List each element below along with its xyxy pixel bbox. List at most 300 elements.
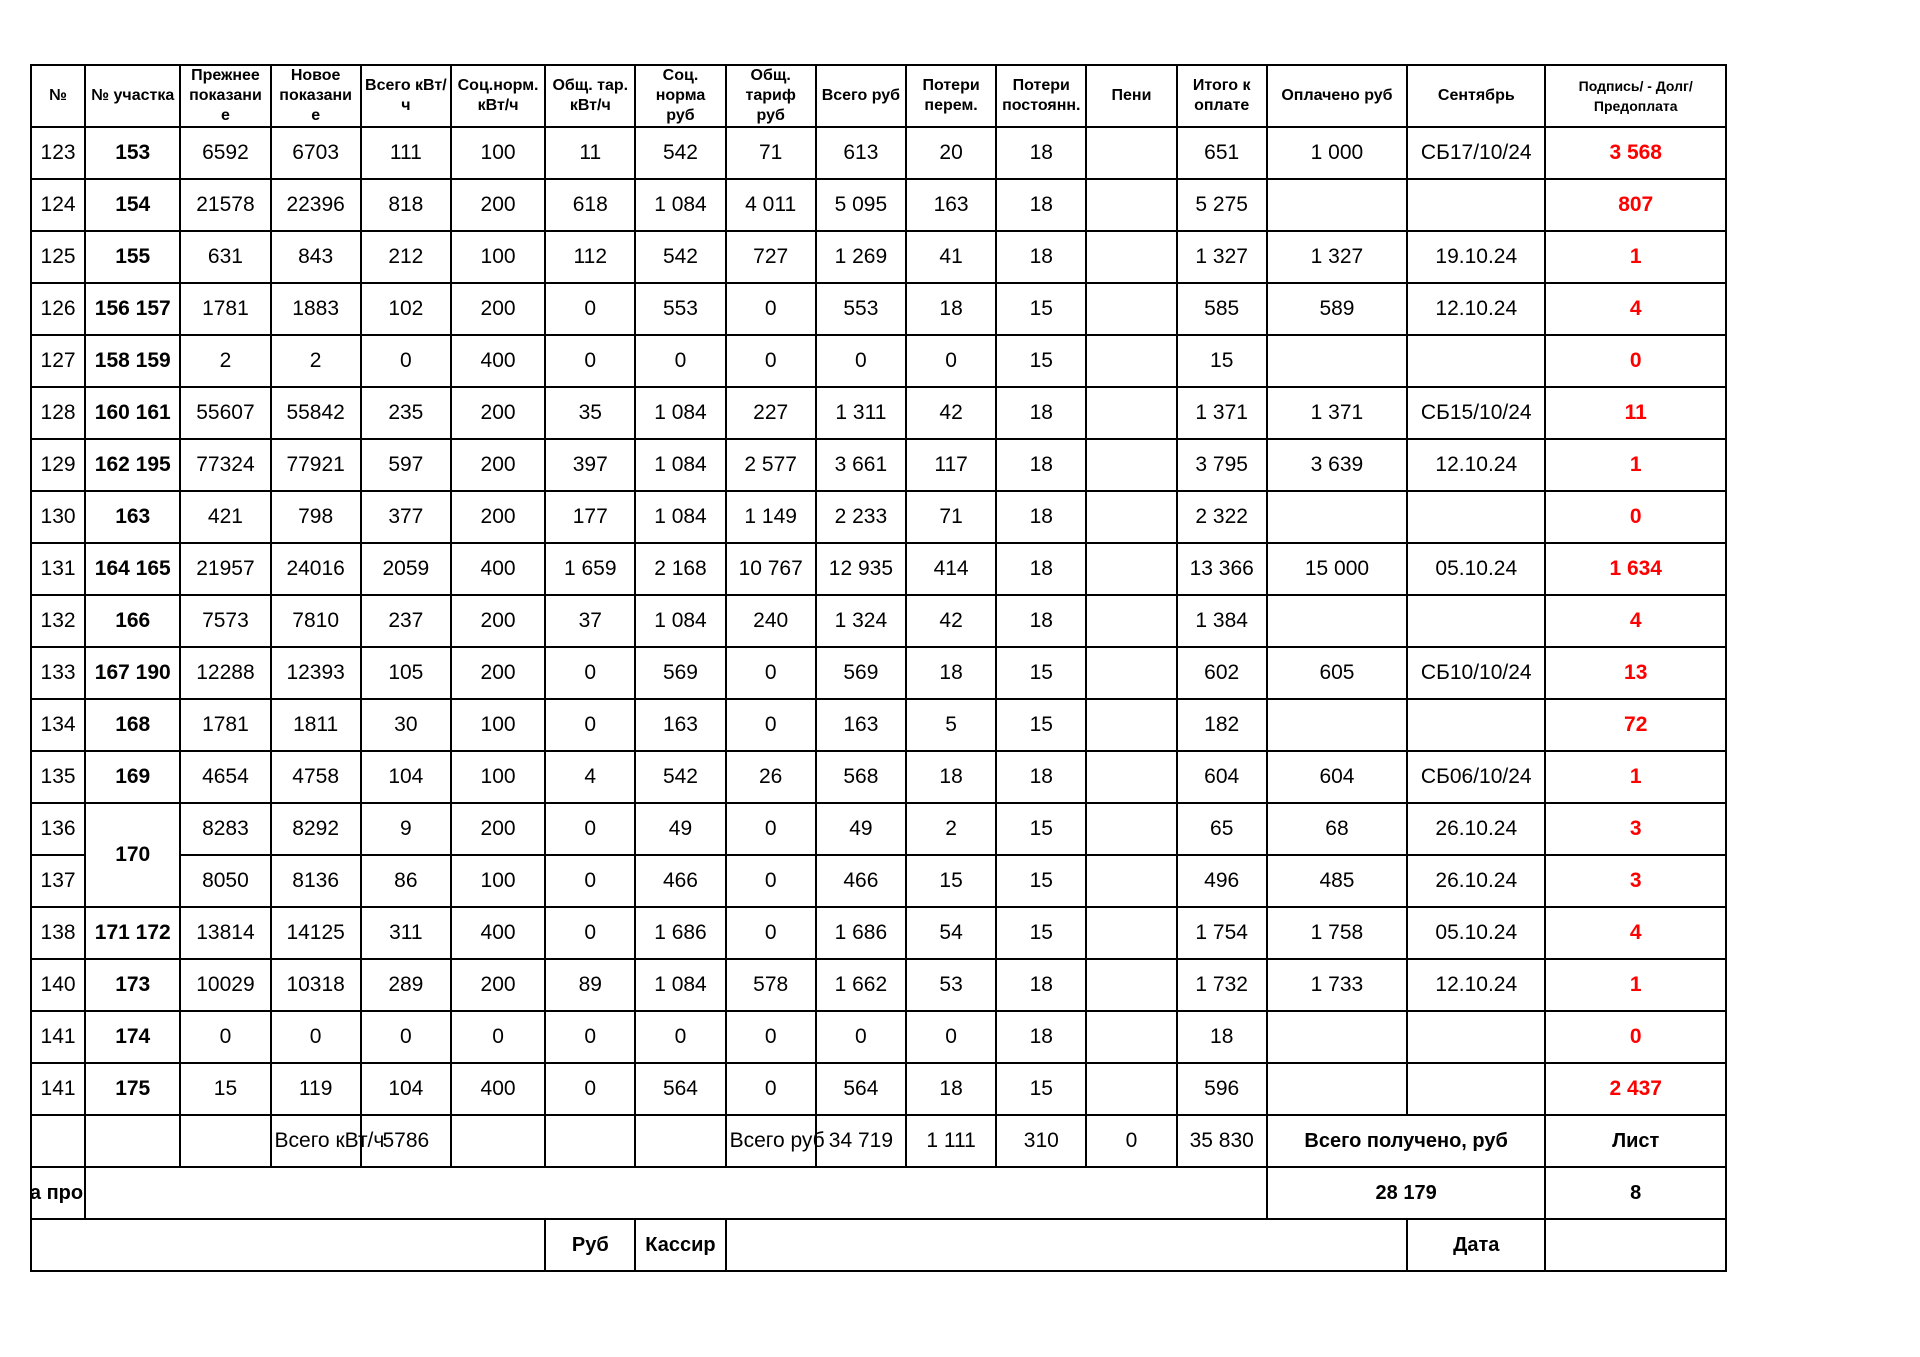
sheet-label: Лист [1545, 1115, 1726, 1167]
payment-date: СБ10/10/24 [1407, 647, 1545, 699]
common-tariff-rub: 578 [726, 959, 816, 1011]
payment-date [1407, 1063, 1545, 1115]
common-tariff-rub: 0 [726, 907, 816, 959]
common-tariff-kwh: 0 [545, 1011, 635, 1063]
total-kwh: 377 [361, 491, 451, 543]
prev-reading: 7573 [180, 595, 270, 647]
plot-number: 167 190 [85, 647, 180, 699]
loss-var: 163 [906, 179, 996, 231]
totals-kwh-label: Всего кВт/ч [271, 1115, 361, 1167]
balance: 1 [1545, 751, 1726, 803]
common-tariff-kwh: 618 [545, 179, 635, 231]
table-row [31, 1063, 1726, 1115]
penalty [1086, 699, 1176, 751]
loss-const: 18 [996, 1011, 1086, 1063]
common-tariff-rub: 0 [726, 283, 816, 335]
new-reading: 24016 [271, 543, 361, 595]
paid [1267, 1011, 1407, 1063]
common-tariff-rub: 227 [726, 387, 816, 439]
common-tariff-kwh: 37 [545, 595, 635, 647]
to-pay: 602 [1177, 647, 1267, 699]
plot-number: 154 [85, 179, 180, 231]
payment-date [1407, 699, 1545, 751]
plot-number: 163 [85, 491, 180, 543]
balance: 3 [1545, 855, 1726, 907]
paid [1267, 179, 1407, 231]
balance: 1 [1545, 439, 1726, 491]
soc-norm-kwh: 200 [451, 595, 545, 647]
row-num: 128 [31, 387, 85, 439]
header-row [31, 65, 1726, 127]
row-num: 137 [31, 855, 85, 907]
totals-total-rub: 34 719 [816, 1115, 906, 1167]
totals-loss-var: 1 111 [906, 1115, 996, 1167]
common-tariff-kwh: 397 [545, 439, 635, 491]
row-num: 126 [31, 283, 85, 335]
soc-norm-rub: 2 168 [635, 543, 725, 595]
total-rub: 568 [816, 751, 906, 803]
soc-norm-rub: 163 [635, 699, 725, 751]
loss-var: 18 [906, 647, 996, 699]
penalty [1086, 283, 1176, 335]
total-kwh: 235 [361, 387, 451, 439]
header-penalty: Пени [1086, 65, 1176, 127]
paid: 604 [1267, 751, 1407, 803]
paid [1267, 595, 1407, 647]
to-pay: 15 [1177, 335, 1267, 387]
table-row [31, 907, 1726, 959]
soc-norm-kwh: 100 [451, 231, 545, 283]
total-rub: 553 [816, 283, 906, 335]
loss-var: 54 [906, 907, 996, 959]
paid: 3 639 [1267, 439, 1407, 491]
plot-number: 173 [85, 959, 180, 1011]
payment-date: 26.10.24 [1407, 855, 1545, 907]
table-row [31, 959, 1726, 1011]
row-num: 135 [31, 751, 85, 803]
total-kwh: 0 [361, 335, 451, 387]
header-prev-reading: Прежнее показани е [180, 65, 270, 127]
loss-const: 15 [996, 907, 1086, 959]
soc-norm-rub: 0 [635, 335, 725, 387]
prev-reading: 13814 [180, 907, 270, 959]
to-pay: 1 327 [1177, 231, 1267, 283]
totals-blank [180, 1115, 270, 1167]
soc-norm-rub: 1 084 [635, 387, 725, 439]
soc-norm-kwh: 400 [451, 907, 545, 959]
loss-var: 414 [906, 543, 996, 595]
soc-norm-kwh: 100 [451, 127, 545, 179]
prev-reading: 55607 [180, 387, 270, 439]
header-total-kwh: Всего кВт/ч [361, 65, 451, 127]
common-tariff-rub: 10 767 [726, 543, 816, 595]
sheet-value: 8 [1545, 1167, 1726, 1219]
totals-to-pay: 35 830 [1177, 1115, 1267, 1167]
common-tariff-rub: 0 [726, 1063, 816, 1115]
soc-norm-rub: 542 [635, 127, 725, 179]
prev-reading: 10029 [180, 959, 270, 1011]
table-row [31, 803, 1726, 855]
penalty [1086, 595, 1176, 647]
plot-number: 168 [85, 699, 180, 751]
loss-const: 15 [996, 855, 1086, 907]
soc-norm-rub: 542 [635, 751, 725, 803]
soc-norm-rub: 564 [635, 1063, 725, 1115]
loss-var: 0 [906, 335, 996, 387]
common-tariff-kwh: 0 [545, 855, 635, 907]
loss-var: 53 [906, 959, 996, 1011]
cashier-label: Кассир [635, 1219, 725, 1271]
penalty [1086, 491, 1176, 543]
penalty [1086, 751, 1176, 803]
total-kwh: 289 [361, 959, 451, 1011]
table-row [31, 595, 1726, 647]
total-rub: 1 662 [816, 959, 906, 1011]
to-pay: 1 371 [1177, 387, 1267, 439]
ledger-body [31, 127, 1726, 1115]
total-rub: 0 [816, 1011, 906, 1063]
prev-reading: 8050 [180, 855, 270, 907]
to-pay: 3 795 [1177, 439, 1267, 491]
table-row [31, 127, 1726, 179]
prev-reading: 77324 [180, 439, 270, 491]
new-reading: 8292 [271, 803, 361, 855]
header-soc-norm-rub: Соц. норма руб [635, 65, 725, 127]
soc-norm-kwh: 100 [451, 855, 545, 907]
plot-number: 160 161 [85, 387, 180, 439]
soc-norm-rub: 49 [635, 803, 725, 855]
paid [1267, 491, 1407, 543]
totals-penalty: 0 [1086, 1115, 1176, 1167]
total-kwh: 9 [361, 803, 451, 855]
prev-reading: 15 [180, 1063, 270, 1115]
loss-const: 15 [996, 283, 1086, 335]
common-tariff-kwh: 112 [545, 231, 635, 283]
total-kwh: 212 [361, 231, 451, 283]
loss-const: 18 [996, 439, 1086, 491]
row-num: 133 [31, 647, 85, 699]
prev-reading: 631 [180, 231, 270, 283]
new-reading: 6703 [271, 127, 361, 179]
totals-blank [451, 1115, 545, 1167]
total-rub: 2 233 [816, 491, 906, 543]
soc-norm-kwh: 400 [451, 1063, 545, 1115]
payment-date: СБ15/10/24 [1407, 387, 1545, 439]
totals-blank [545, 1115, 635, 1167]
new-reading: 1811 [271, 699, 361, 751]
loss-const: 18 [996, 751, 1086, 803]
new-reading: 10318 [271, 959, 361, 1011]
summary-row [31, 1167, 1726, 1219]
payment-date: 05.10.24 [1407, 543, 1545, 595]
common-tariff-rub: 26 [726, 751, 816, 803]
row-num: 131 [31, 543, 85, 595]
table-row [31, 231, 1726, 283]
common-tariff-kwh: 0 [545, 335, 635, 387]
table-row [31, 179, 1726, 231]
new-reading: 1883 [271, 283, 361, 335]
header-plot: № участка [85, 65, 180, 127]
loss-var: 15 [906, 855, 996, 907]
balance: 3 568 [1545, 127, 1726, 179]
common-tariff-kwh: 0 [545, 699, 635, 751]
loss-const: 18 [996, 387, 1086, 439]
paid: 485 [1267, 855, 1407, 907]
common-tariff-rub: 240 [726, 595, 816, 647]
total-rub: 1 324 [816, 595, 906, 647]
total-kwh: 311 [361, 907, 451, 959]
total-kwh: 237 [361, 595, 451, 647]
soc-norm-rub: 553 [635, 283, 725, 335]
balance: 2 437 [1545, 1063, 1726, 1115]
total-rub: 49 [816, 803, 906, 855]
balance: 807 [1545, 179, 1726, 231]
soc-norm-kwh: 100 [451, 699, 545, 751]
total-rub: 0 [816, 335, 906, 387]
payment-date [1407, 595, 1545, 647]
loss-var: 18 [906, 751, 996, 803]
common-tariff-kwh: 0 [545, 283, 635, 335]
balance: 11 [1545, 387, 1726, 439]
loss-const: 18 [996, 491, 1086, 543]
loss-var: 18 [906, 283, 996, 335]
penalty [1086, 543, 1176, 595]
plot-number: 158 159 [85, 335, 180, 387]
common-tariff-kwh: 0 [545, 803, 635, 855]
total-rub: 1 686 [816, 907, 906, 959]
to-pay: 1 384 [1177, 595, 1267, 647]
loss-const: 15 [996, 699, 1086, 751]
paid: 1 371 [1267, 387, 1407, 439]
prev-reading: 4654 [180, 751, 270, 803]
soc-norm-kwh: 400 [451, 335, 545, 387]
row-num: 141 [31, 1011, 85, 1063]
prev-reading: 0 [180, 1011, 270, 1063]
total-rub: 163 [816, 699, 906, 751]
row-num: 125 [31, 231, 85, 283]
total-rub: 1 269 [816, 231, 906, 283]
header-num: № [31, 65, 85, 127]
to-pay: 596 [1177, 1063, 1267, 1115]
table-row [31, 699, 1726, 751]
total-kwh: 2059 [361, 543, 451, 595]
total-kwh: 105 [361, 647, 451, 699]
balance: 3 [1545, 803, 1726, 855]
soc-norm-rub: 542 [635, 231, 725, 283]
common-tariff-rub: 0 [726, 1011, 816, 1063]
table-row [31, 647, 1726, 699]
common-tariff-kwh: 35 [545, 387, 635, 439]
total-received-value: 28 179 [1267, 1167, 1546, 1219]
table-row [31, 1011, 1726, 1063]
paid: 1 327 [1267, 231, 1407, 283]
to-pay: 496 [1177, 855, 1267, 907]
loss-var: 71 [906, 491, 996, 543]
plot-number: 164 165 [85, 543, 180, 595]
soc-norm-kwh: 200 [451, 179, 545, 231]
row-num: 123 [31, 127, 85, 179]
new-reading: 14125 [271, 907, 361, 959]
prev-reading: 21578 [180, 179, 270, 231]
common-tariff-rub: 0 [726, 699, 816, 751]
electricity-ledger-table [30, 64, 1727, 1272]
paid: 1 733 [1267, 959, 1407, 1011]
common-tariff-rub: 0 [726, 647, 816, 699]
row-num: 138 [31, 907, 85, 959]
total-rub: 3 661 [816, 439, 906, 491]
new-reading: 77921 [271, 439, 361, 491]
signature-blank [31, 1219, 545, 1271]
totals-blank [85, 1115, 180, 1167]
balance: 72 [1545, 699, 1726, 751]
common-tariff-rub: 0 [726, 335, 816, 387]
penalty [1086, 907, 1176, 959]
loss-var: 42 [906, 595, 996, 647]
balance: 0 [1545, 1011, 1726, 1063]
payment-date [1407, 335, 1545, 387]
row-num: 124 [31, 179, 85, 231]
new-reading: 119 [271, 1063, 361, 1115]
common-tariff-rub: 0 [726, 855, 816, 907]
penalty [1086, 959, 1176, 1011]
table-row [31, 387, 1726, 439]
new-reading: 55842 [271, 387, 361, 439]
loss-var: 41 [906, 231, 996, 283]
table-row [31, 335, 1726, 387]
loss-var: 18 [906, 1063, 996, 1115]
penalty [1086, 647, 1176, 699]
balance: 4 [1545, 595, 1726, 647]
loss-const: 18 [996, 179, 1086, 231]
table-row [31, 283, 1726, 335]
paid: 68 [1267, 803, 1407, 855]
soc-norm-rub: 1 084 [635, 491, 725, 543]
payment-date [1407, 491, 1545, 543]
soc-norm-rub: 466 [635, 855, 725, 907]
header-common-tariff-rub: Общ. тариф руб [726, 65, 816, 127]
total-kwh: 86 [361, 855, 451, 907]
row-num: 134 [31, 699, 85, 751]
totals-rub-label: Всего руб [726, 1115, 816, 1167]
to-pay: 1 754 [1177, 907, 1267, 959]
balance: 1 634 [1545, 543, 1726, 595]
common-tariff-kwh: 0 [545, 647, 635, 699]
row-num: 132 [31, 595, 85, 647]
soc-norm-rub: 1 084 [635, 439, 725, 491]
total-rub: 5 095 [816, 179, 906, 231]
total-rub: 613 [816, 127, 906, 179]
total-rub: 12 935 [816, 543, 906, 595]
common-tariff-kwh: 1 659 [545, 543, 635, 595]
prev-reading: 1781 [180, 699, 270, 751]
rub-label: Руб [545, 1219, 635, 1271]
loss-const: 18 [996, 231, 1086, 283]
loss-var: 0 [906, 1011, 996, 1063]
balance: 4 [1545, 283, 1726, 335]
header-new-reading: Новое показани е [271, 65, 361, 127]
total-kwh: 597 [361, 439, 451, 491]
plot-number: 156 157 [85, 283, 180, 335]
penalty [1086, 231, 1176, 283]
common-tariff-rub: 1 149 [726, 491, 816, 543]
plot-number: 175 [85, 1063, 180, 1115]
common-tariff-rub: 0 [726, 803, 816, 855]
row-num: 136 [31, 803, 85, 855]
penalty [1086, 439, 1176, 491]
common-tariff-rub: 71 [726, 127, 816, 179]
to-pay: 2 322 [1177, 491, 1267, 543]
new-reading: 0 [271, 1011, 361, 1063]
loss-const: 15 [996, 803, 1086, 855]
loss-var: 117 [906, 439, 996, 491]
payment-date [1407, 1011, 1545, 1063]
prev-reading: 421 [180, 491, 270, 543]
plot-number: 166 [85, 595, 180, 647]
table-row [31, 855, 1726, 907]
common-tariff-kwh: 0 [545, 907, 635, 959]
totals-row [31, 1115, 1726, 1167]
soc-norm-kwh: 0 [451, 1011, 545, 1063]
total-rub: 569 [816, 647, 906, 699]
soc-norm-kwh: 200 [451, 959, 545, 1011]
balance: 0 [1545, 335, 1726, 387]
new-reading: 12393 [271, 647, 361, 699]
penalty [1086, 1063, 1176, 1115]
common-tariff-kwh: 11 [545, 127, 635, 179]
soc-norm-rub: 569 [635, 647, 725, 699]
date-field [1545, 1219, 1726, 1271]
total-kwh: 818 [361, 179, 451, 231]
new-reading: 2 [271, 335, 361, 387]
loss-const: 15 [996, 1063, 1086, 1115]
penalty [1086, 179, 1176, 231]
plot-number: 174 [85, 1011, 180, 1063]
loss-const: 15 [996, 335, 1086, 387]
soc-norm-rub: 0 [635, 1011, 725, 1063]
plot-number: 169 [85, 751, 180, 803]
balance: 0 [1545, 491, 1726, 543]
common-tariff-rub: 4 011 [726, 179, 816, 231]
plot-number: 170 [85, 803, 180, 907]
totals-blank [31, 1115, 85, 1167]
soc-norm-rub: 1 084 [635, 179, 725, 231]
balance: 4 [1545, 907, 1726, 959]
soc-norm-kwh: 200 [451, 283, 545, 335]
new-reading: 7810 [271, 595, 361, 647]
total-rub: 564 [816, 1063, 906, 1115]
prev-reading: 12288 [180, 647, 270, 699]
row-num: 130 [31, 491, 85, 543]
soc-norm-rub: 1 084 [635, 959, 725, 1011]
loss-var: 2 [906, 803, 996, 855]
cashier-signature-field [726, 1219, 1408, 1271]
plot-number: 153 [85, 127, 180, 179]
loss-const: 18 [996, 543, 1086, 595]
soc-norm-kwh: 100 [451, 751, 545, 803]
date-label: Дата [1407, 1219, 1545, 1271]
totals-loss-const: 310 [996, 1115, 1086, 1167]
total-kwh: 104 [361, 751, 451, 803]
soc-norm-kwh: 200 [451, 387, 545, 439]
new-reading: 4758 [271, 751, 361, 803]
header-loss-const: Потери постоянн. [996, 65, 1086, 127]
penalty [1086, 1011, 1176, 1063]
common-tariff-kwh: 4 [545, 751, 635, 803]
totals-kwh: 5786 [361, 1115, 451, 1167]
loss-var: 42 [906, 387, 996, 439]
table-row [31, 751, 1726, 803]
to-pay: 182 [1177, 699, 1267, 751]
